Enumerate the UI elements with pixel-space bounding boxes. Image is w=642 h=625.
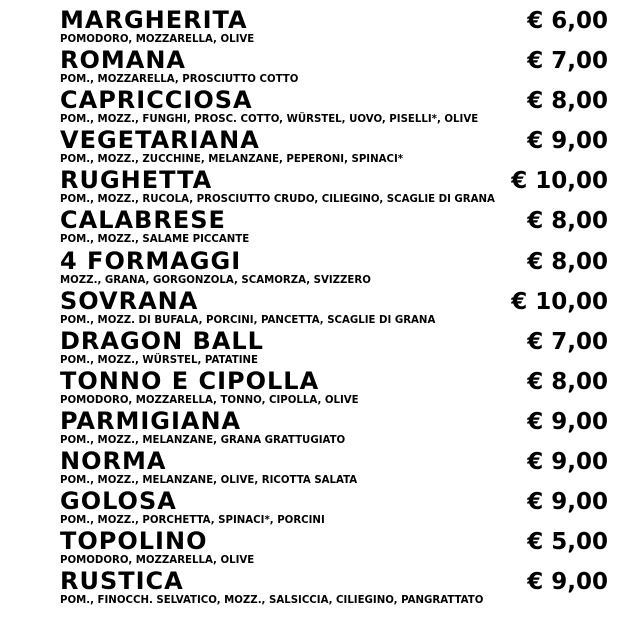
pizza-ingredients: POM., MOZZ., MELANZANE, OLIVE, RICOTTA SALATA	[60, 475, 358, 487]
pizza-ingredients: POM., MOZZ., RUCOLA, PROSCIUTTO CRUDO, CILIEGINO, SCAGLIE DI GRANA	[60, 194, 495, 206]
pizza-ingredients: MOZZ., GRANA, GORGONZOLA, SCAMORZA, SVIZZERO	[60, 274, 371, 286]
pizza-ingredients: POM., MOZZARELLA, PROSCIUTTO COTTO	[60, 74, 299, 86]
pizza-ingredients: POMODORO, MOZZARELLA, TONNO, CIPOLLA, OLIVE	[60, 394, 359, 406]
menu-item	[0, 206, 642, 246]
pizza-ingredients: POM., MOZZ., ZUCCHINE, MELANZANE, PEPERONI, SPINACI*	[60, 154, 404, 166]
menu-item	[0, 447, 642, 487]
pizza-price: € 9,00	[527, 489, 608, 516]
pizza-name: ROMANA	[60, 46, 186, 75]
pizza-ingredients: POM., FINOCCH. SELVATICO, MOZZ., SALSICCIA, CILIEGINO, PANGRATTATO	[60, 595, 484, 607]
menu-item	[0, 527, 642, 567]
pizza-price: € 7,00	[527, 48, 608, 75]
menu-item	[0, 487, 642, 527]
pizza-price: € 10,00	[511, 288, 608, 315]
pizza-name: RUGHETTA	[60, 166, 213, 195]
pizza-name: RUSTICA	[60, 567, 184, 596]
pizza-price: € 8,00	[527, 208, 608, 235]
pizza-name: CAPRICCIOSA	[60, 86, 253, 115]
pizza-menu	[0, 6, 642, 607]
menu-item	[0, 407, 642, 447]
pizza-price: € 9,00	[527, 408, 608, 435]
pizza-name: TOPOLINO	[60, 527, 208, 556]
pizza-name: PARMIGIANA	[60, 406, 242, 435]
pizza-price: € 9,00	[527, 569, 608, 596]
menu-item	[0, 327, 642, 367]
menu-item	[0, 46, 642, 86]
pizza-price: € 9,00	[527, 449, 608, 476]
pizza-price: € 10,00	[511, 168, 608, 195]
pizza-name: CALABRESE	[60, 206, 226, 235]
menu-item	[0, 166, 642, 206]
pizza-price: € 5,00	[527, 529, 608, 556]
pizza-ingredients: POMODORO, MOZZARELLA, OLIVE	[60, 34, 255, 45]
pizza-price: € 6,00	[527, 8, 608, 34]
pizza-name: MARGHERITA	[60, 6, 248, 34]
pizza-ingredients: POM., MOZZ. DI BUFALA, PORCINI, PANCETTA, SCAGLIE DI GRANA	[60, 314, 436, 326]
pizza-name: NORMA	[60, 447, 167, 476]
pizza-ingredients: POM., MOZZ., FUNGHI, PROSC. COTTO, WÜRSTEL, UOVO, PISELLI*, OLIVE	[60, 114, 479, 126]
pizza-price: € 8,00	[527, 368, 608, 395]
menu-item	[0, 287, 642, 327]
menu-item	[0, 247, 642, 287]
pizza-ingredients: POM., MOZZ., WÜRSTEL, PATATINE	[60, 354, 259, 366]
pizza-ingredients: POM., MOZZ., SALAME PICCANTE	[60, 234, 250, 246]
pizza-ingredients: POMODORO, MOZZARELLA, OLIVE	[60, 555, 255, 567]
pizza-price: € 8,00	[527, 248, 608, 275]
menu-item	[0, 126, 642, 166]
menu-item	[0, 86, 642, 126]
menu-item	[0, 367, 642, 407]
menu-item	[0, 567, 642, 607]
pizza-ingredients: POM., MOZZ., PORCHETTA, SPINACI*, PORCINI	[60, 515, 325, 527]
pizza-price: € 8,00	[527, 88, 608, 115]
menu-item	[0, 6, 642, 46]
pizza-name: SOVRANA	[60, 286, 199, 315]
pizza-name: GOLOSA	[60, 487, 177, 516]
pizza-name: DRAGON BALL	[60, 326, 264, 355]
pizza-price: € 9,00	[527, 128, 608, 155]
pizza-name: VEGETARIANA	[60, 126, 260, 155]
pizza-price: € 7,00	[527, 328, 608, 355]
pizza-ingredients: POM., MOZZ., MELANZANE, GRANA GRATTUGIATO	[60, 434, 346, 446]
pizza-name: TONNO E CIPOLLA	[60, 366, 320, 395]
pizza-name: 4 FORMAGGI	[60, 246, 242, 275]
